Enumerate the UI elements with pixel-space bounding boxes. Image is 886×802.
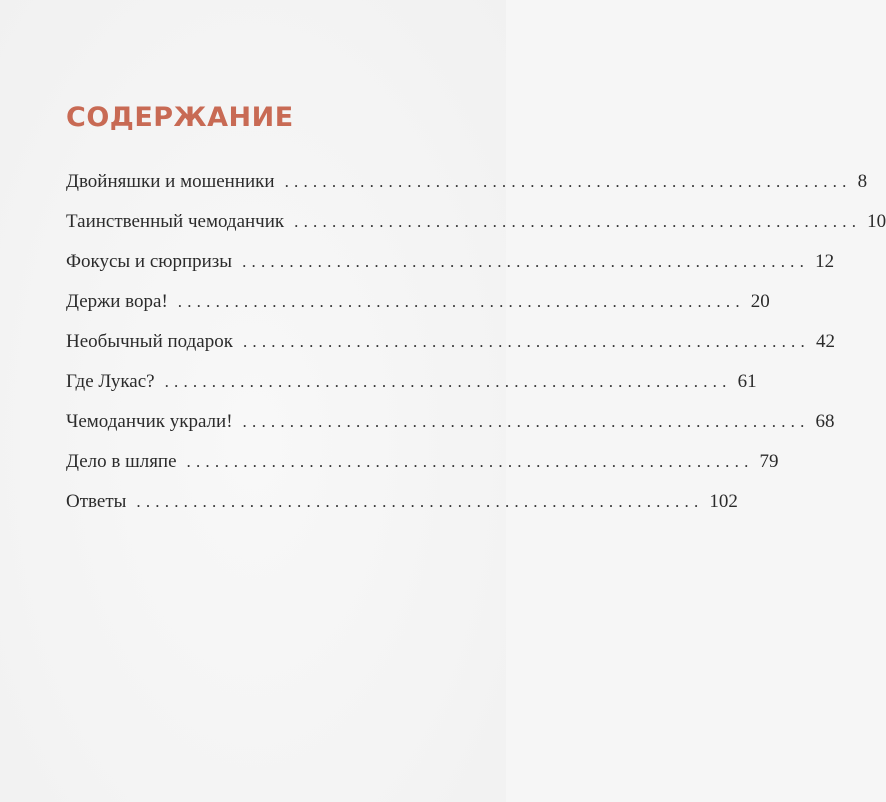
toc-dot-leader: ............................................................ <box>177 292 745 311</box>
toc-dot-leader: ............................................................ <box>242 252 810 271</box>
toc-entry <box>66 490 738 530</box>
toc-entry-page: 10 <box>867 211 886 232</box>
toc-dot-leader: ............................................................ <box>136 492 704 511</box>
toc-entry-page: 68 <box>815 411 835 432</box>
toc-entry-title: Держи вора! <box>66 291 168 312</box>
toc-dot-leader: ............................................................ <box>284 172 852 191</box>
table-of-contents <box>66 170 886 530</box>
toc-entry-title: Ответы <box>66 491 127 512</box>
toc-dot-leader: ............................................................ <box>164 372 732 391</box>
toc-entry-title: Чемоданчик украли! <box>66 411 233 432</box>
toc-entry-page: 42 <box>815 331 835 352</box>
toc-dot-leader: ............................................................ <box>242 332 810 351</box>
toc-entry <box>66 410 835 450</box>
toc-entry <box>66 210 886 250</box>
toc-entry <box>66 330 835 370</box>
toc-entry-title: Таинственный чемоданчик <box>66 211 285 232</box>
toc-entry-page: 8 <box>857 171 868 192</box>
toc-entry <box>66 370 757 410</box>
toc-entry-page: 20 <box>750 291 770 312</box>
toc-entry-title: Дело в шляпе <box>66 451 177 472</box>
toc-entry <box>66 450 779 490</box>
toc-entry-page: 61 <box>737 371 757 392</box>
toc-dot-leader: ............................................................ <box>242 412 810 431</box>
toc-entry <box>66 170 868 210</box>
toc-entry-title: Где Лукас? <box>66 371 155 392</box>
toc-entry-title: Необычный подарок <box>66 331 233 352</box>
page-title: СОДЕРЖАНИЕ <box>66 102 294 133</box>
toc-entry-page: 79 <box>759 451 779 472</box>
toc-entry-title: Фокусы и сюрпризы <box>66 251 233 272</box>
toc-dot-leader: ............................................................ <box>186 452 754 471</box>
toc-entry-title: Двойняшки и мошенники <box>66 171 275 192</box>
toc-entry <box>66 290 770 330</box>
toc-entry-page: 12 <box>815 251 835 272</box>
toc-entry-page: 102 <box>709 491 738 512</box>
toc-entry <box>66 250 835 290</box>
toc-dot-leader: ............................................................ <box>294 212 862 231</box>
